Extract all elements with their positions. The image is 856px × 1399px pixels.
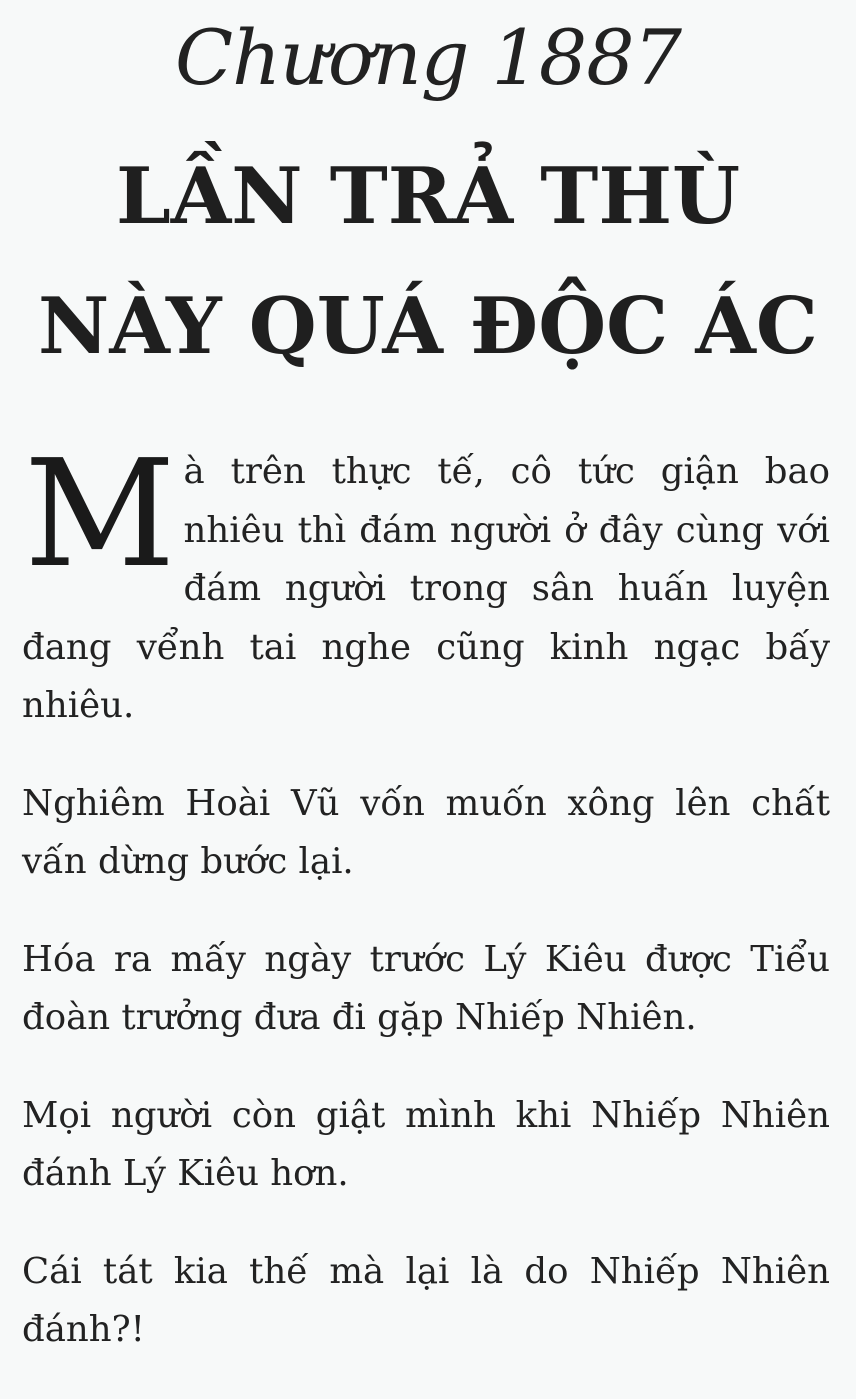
- paragraph-2: Nghiêm Hoài Vũ vốn muốn xông lên chất vấn dừng bước lại.: [22, 782, 830, 882]
- chapter-number: Chương 1887: [175, 13, 681, 102]
- chapter-content: [22, 428, 830, 1399]
- drop-cap: M: [24, 428, 176, 600]
- paragraph-1: [22, 428, 830, 736]
- chapter-title-line-1: LẦN TRẢ THÙ: [115, 151, 741, 242]
- paragraph-5: Cái tát kia thế mà lại là do Nhiếp Nhiên đánh?!: [22, 1250, 830, 1350]
- chapter-title-line-2: NÀY QUÁ ĐỘC ÁC: [38, 281, 818, 372]
- paragraph-3: Hóa ra mấy ngày trước Lý Kiêu được Tiểu đoàn trưởng đưa đi gặp Nhiếp Nhiên.: [22, 938, 830, 1038]
- paragraph-4: Mọi người còn giật mình khi Nhiếp Nhiên đánh Lý Kiêu hơn.: [22, 1094, 830, 1194]
- chapter-title: [0, 132, 856, 392]
- paragraph-1-text: à trên thực tế, cô tức giận bao nhiêu thì đám người ở đây cùng với đám người trong sân huấn luyện đang vểnh tai nghe cũng kinh ngạc bấy nhiêu.: [22, 451, 830, 726]
